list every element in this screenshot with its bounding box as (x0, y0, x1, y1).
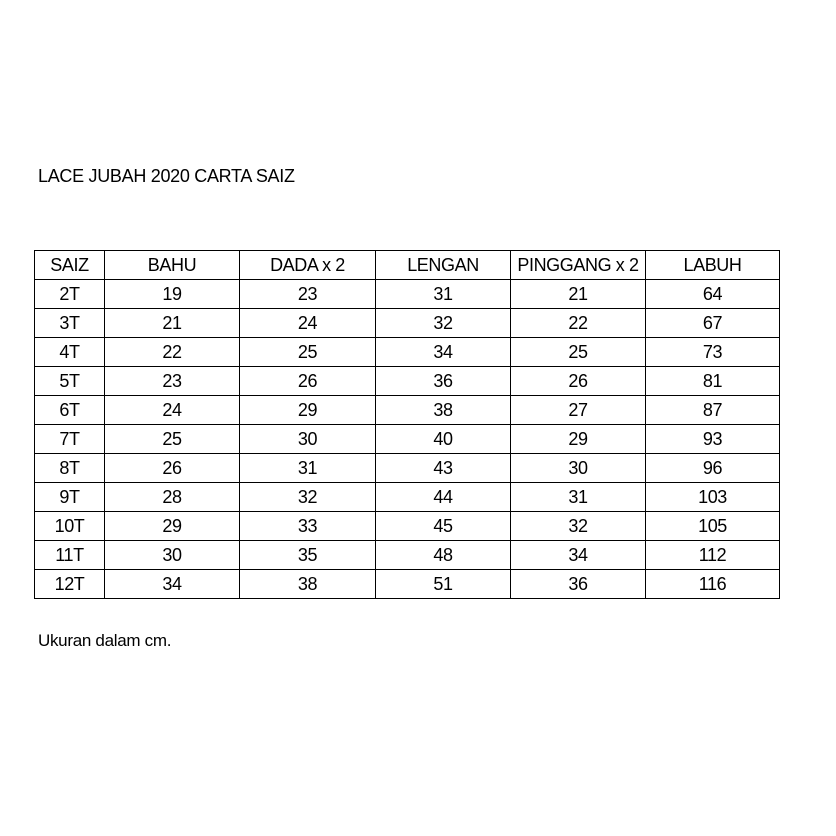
chart-title: LACE JUBAH 2020 CARTA SAIZ (38, 166, 295, 186)
table-cell: 24 (240, 309, 376, 338)
units-note: Ukuran dalam cm. (38, 631, 172, 650)
table-row (35, 280, 780, 309)
table-cell: 36 (511, 570, 646, 599)
table-cell: 31 (511, 483, 646, 512)
table-cell: 8T (35, 454, 105, 483)
table-cell: 73 (646, 338, 780, 367)
table-cell: 29 (105, 512, 240, 541)
table-cell: 30 (240, 425, 376, 454)
table-cell: 34 (511, 541, 646, 570)
table-cell: 23 (105, 367, 240, 396)
table-cell: 25 (105, 425, 240, 454)
table-cell: 33 (240, 512, 376, 541)
table-cell: 6T (35, 396, 105, 425)
size-table (34, 250, 780, 599)
table-cell: 67 (646, 309, 780, 338)
header-row (35, 251, 780, 280)
table-cell: 28 (105, 483, 240, 512)
table-cell: 32 (511, 512, 646, 541)
table-cell: 105 (646, 512, 780, 541)
table-row (35, 512, 780, 541)
table-cell: 10T (35, 512, 105, 541)
table-cell: 19 (105, 280, 240, 309)
table-cell: 25 (240, 338, 376, 367)
table-cell: 22 (511, 309, 646, 338)
table-cell: 23 (240, 280, 376, 309)
table-cell: 87 (646, 396, 780, 425)
table-cell: 43 (376, 454, 511, 483)
table-cell: 29 (240, 396, 376, 425)
table-cell: 26 (105, 454, 240, 483)
table-cell: 30 (511, 454, 646, 483)
table-cell: 21 (511, 280, 646, 309)
table-cell: 116 (646, 570, 780, 599)
table-cell: 22 (105, 338, 240, 367)
table-cell: 103 (646, 483, 780, 512)
table-cell: 96 (646, 454, 780, 483)
column-header: LENGAN (376, 251, 511, 280)
table-cell: 51 (376, 570, 511, 599)
table-row (35, 338, 780, 367)
table-cell: 34 (105, 570, 240, 599)
table-row (35, 425, 780, 454)
column-header: SAIZ (35, 251, 105, 280)
table-cell: 12T (35, 570, 105, 599)
table-cell: 40 (376, 425, 511, 454)
column-header: LABUH (646, 251, 780, 280)
table-cell: 26 (511, 367, 646, 396)
table-cell: 11T (35, 541, 105, 570)
column-header: BAHU (105, 251, 240, 280)
table-cell: 27 (511, 396, 646, 425)
table-cell: 112 (646, 541, 780, 570)
table-cell: 4T (35, 338, 105, 367)
table-cell: 31 (376, 280, 511, 309)
table-cell: 32 (240, 483, 376, 512)
table-cell: 9T (35, 483, 105, 512)
table-cell: 26 (240, 367, 376, 396)
table-cell: 36 (376, 367, 511, 396)
table-cell: 93 (646, 425, 780, 454)
table-cell: 30 (105, 541, 240, 570)
table-cell: 64 (646, 280, 780, 309)
column-header: PINGGANG x 2 (511, 251, 646, 280)
table-row (35, 396, 780, 425)
table-cell: 3T (35, 309, 105, 338)
table-row (35, 483, 780, 512)
table-cell: 7T (35, 425, 105, 454)
table-row (35, 570, 780, 599)
table-cell: 38 (240, 570, 376, 599)
table-row (35, 367, 780, 396)
table-cell: 21 (105, 309, 240, 338)
table-row (35, 309, 780, 338)
table-cell: 35 (240, 541, 376, 570)
table-cell: 38 (376, 396, 511, 425)
column-header: DADA x 2 (240, 251, 376, 280)
table-cell: 5T (35, 367, 105, 396)
table-cell: 44 (376, 483, 511, 512)
table-cell: 45 (376, 512, 511, 541)
table-cell: 32 (376, 309, 511, 338)
table-cell: 48 (376, 541, 511, 570)
table-row (35, 454, 780, 483)
table-row (35, 541, 780, 570)
table-cell: 81 (646, 367, 780, 396)
table-cell: 31 (240, 454, 376, 483)
table-cell: 29 (511, 425, 646, 454)
table-cell: 25 (511, 338, 646, 367)
table-cell: 34 (376, 338, 511, 367)
table-cell: 24 (105, 396, 240, 425)
table-cell: 2T (35, 280, 105, 309)
